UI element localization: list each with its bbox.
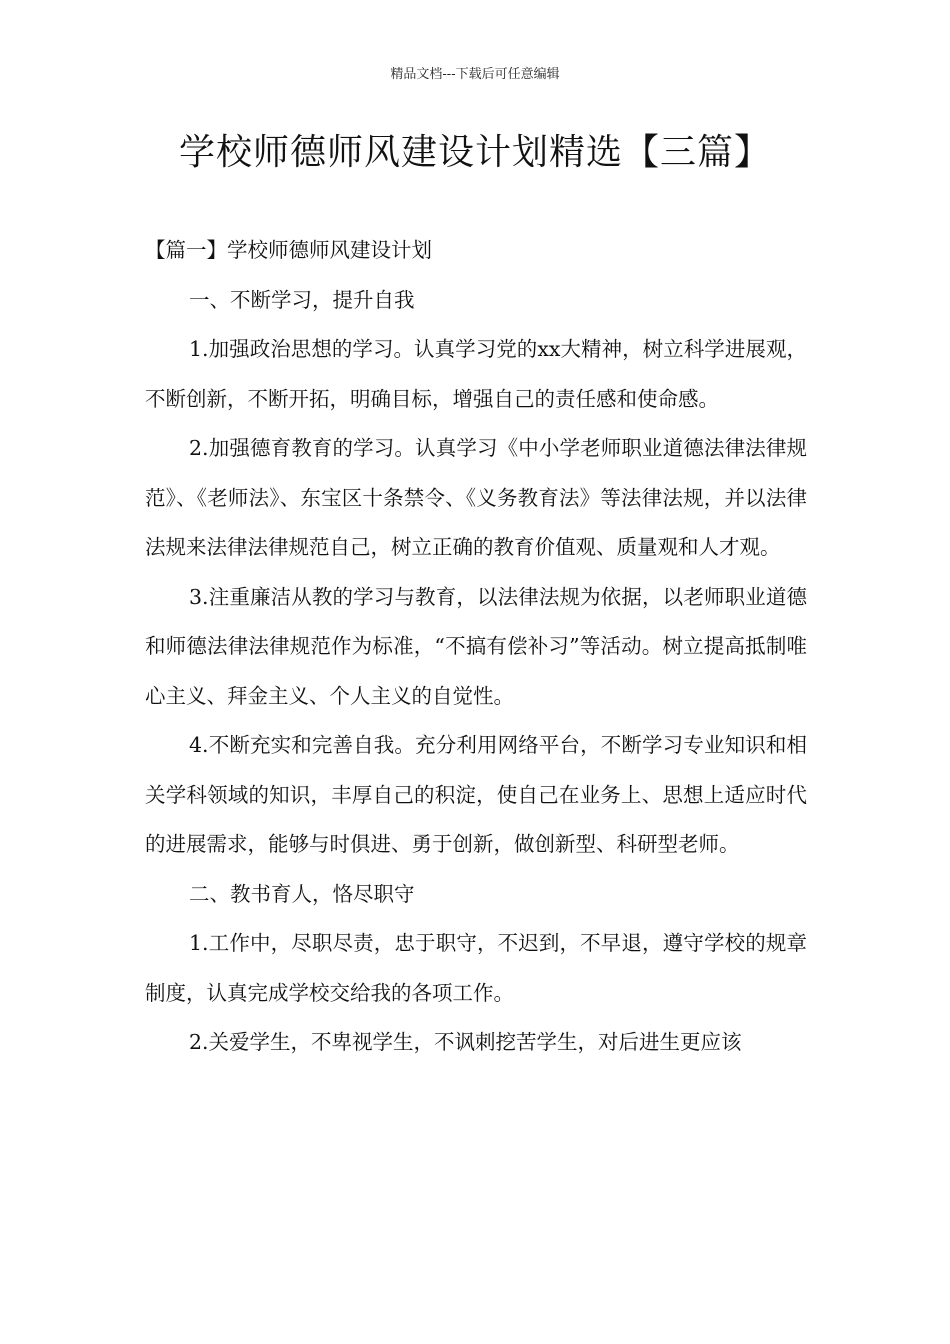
document-title: 学校师德师风建设计划精选【三篇】	[178, 132, 771, 173]
document-body	[145, 226, 807, 1068]
paragraph-2-1: 1.工作中，尽职尽责，忠于职守，不迟到，不早退，遵守学校的规章制度，认真完成学校交给我的各项工作。	[145, 931, 807, 1005]
paragraph-1-4: 4.不断充实和完善自我。充分利用网络平台，不断学习专业知识和相关学科领域的知识，丰厚自己的积淀，使自己在业务上、思想上适应时代的进展需求，能够与时俱进、勇于创新，做创新型、科研型老师。	[145, 733, 807, 856]
header-note: 精品文档---下载后可任意编辑	[390, 67, 560, 82]
paragraph-2-2: 2.关爱学生，不卑视学生，不讽刺挖苦学生，对后进生更应该	[189, 1030, 742, 1054]
section-heading-2: 二、教书育人，恪尽职守	[189, 881, 415, 906]
paragraph-1-3: 3.注重廉洁从教的学习与教育，以法律法规为依据，以老师职业道德和师德法律法律规范作为标准，“不搞有偿补习”等活动。树立提高抵制唯心主义、拜金主义、个人主义的自觉性。	[145, 584, 807, 708]
paragraph-1-2: 2.加强德育教育的学习。认真学习《中小学老师职业道德法律法律规范》、《老师法》、东宝区十条禁令、《义务教育法》等法律法规，并以法律法规来法律法律规范自己，树立正确的教育价值观、质量观和人才观。	[145, 436, 807, 559]
section-heading-1: 一、不断学习，提升自我	[189, 287, 415, 312]
paragraph-1-1: 1.加强政治思想的学习。认真学习党的xx大精神，树立科学进展观，不断创新，不断开拓，明确目标，增强自己的责任感和使命感。	[145, 337, 807, 411]
section-heading-part-one: 【篇一】学校师德师风建设计划	[145, 238, 432, 262]
